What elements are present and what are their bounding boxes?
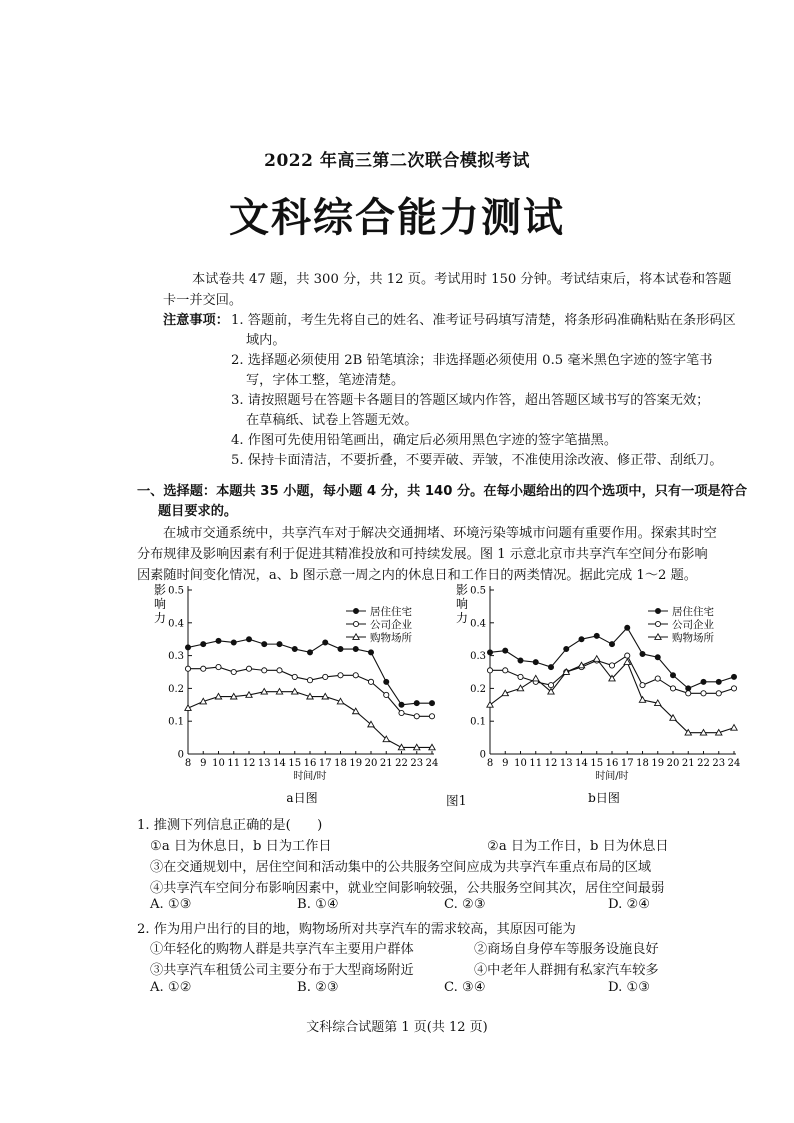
data-point	[533, 675, 539, 681]
x-tick-label: 20	[666, 758, 680, 769]
page-footer: 文科综合试题第 1 页(共 12 页)	[306, 1020, 488, 1035]
data-point	[338, 646, 343, 651]
data-point	[384, 679, 389, 684]
data-point	[686, 691, 691, 696]
x-tick-label: 9	[502, 758, 509, 769]
y-axis-label: 影	[153, 583, 167, 597]
x-tick-label: 21	[681, 758, 695, 769]
y-tick-label: 0.3	[470, 651, 486, 663]
legend-label: 公司企业	[370, 619, 412, 631]
x-tick-label: 14	[575, 758, 588, 769]
data-point	[655, 655, 660, 660]
x-tick-label: 13	[257, 758, 271, 769]
x-tick-label: 13	[559, 758, 573, 769]
x-tick-label: 18	[636, 758, 649, 769]
question-option: ④中老年人群拥有私家汽车较多	[474, 963, 659, 978]
data-point	[533, 660, 538, 665]
question-option: ④共享汽车空间分布影响因素中，就业空间影响较强，公共服务空间其次，居住空间最弱	[150, 881, 665, 896]
answer-choice: C. ②③	[444, 897, 486, 912]
data-point	[701, 691, 706, 696]
x-tick-label: 9	[200, 758, 207, 769]
data-point	[731, 674, 736, 679]
data-point	[277, 668, 282, 673]
passage-line: 分布规律及影响因素有利于促进其精准投放和可持续发展。图 1 示意北京市共享汽车空间分布影响	[137, 547, 708, 562]
data-point	[670, 686, 675, 691]
data-point	[262, 642, 267, 647]
x-tick-label: 15	[590, 758, 604, 769]
legend-label: 居住住宅	[370, 606, 412, 618]
passage-line: 在城市交通系统中，共享汽车对于解决交通拥堵、环境污染等城市问题有重要作用。探索其时空	[163, 526, 717, 541]
chart-title: a日图	[286, 791, 318, 804]
notice-item: 4. 作图可先使用铅笔画出，确定后必须用黑色字迹的签字笔描黑。	[231, 433, 618, 448]
data-point	[399, 710, 404, 715]
question-option: ①年轻化的购物人群是共享汽车主要用户群体	[150, 942, 414, 957]
data-point	[231, 640, 236, 645]
x-tick-label: 14	[273, 758, 286, 769]
data-point	[701, 679, 706, 684]
data-point	[353, 646, 358, 651]
y-axis-label: 响	[153, 597, 167, 611]
question-stem: 1. 推测下列信息正确的是( )	[137, 818, 323, 833]
notice-item: 写，字体工整，笔迹清楚。	[246, 373, 405, 388]
data-point	[655, 608, 660, 613]
y-tick-label: 0.2	[470, 683, 486, 695]
y-axis-label: 响	[455, 597, 469, 611]
x-tick-label: 24	[425, 758, 439, 769]
question-option: ③共享汽车租赁公司主要分布于大型商场附近	[150, 963, 414, 978]
notice-label: 注意事项：	[163, 313, 229, 328]
chart-b-day	[452, 578, 752, 804]
y-tick-label: 0.1	[470, 716, 486, 728]
data-point	[414, 714, 419, 719]
question-option: ②a 日为工作日，b 日为休息日	[487, 839, 669, 854]
data-point	[246, 637, 251, 642]
data-point	[277, 642, 282, 647]
intro-line-2: 卡一并交回。	[163, 293, 243, 308]
answer-choice: A. ①②	[150, 980, 192, 995]
x-axis-label: 时间/时	[595, 771, 629, 782]
x-tick-label: 11	[227, 758, 241, 769]
data-point	[503, 648, 508, 653]
x-tick-label: 18	[334, 758, 347, 769]
data-point	[670, 673, 675, 678]
data-point	[353, 673, 358, 678]
answer-choice: A. ①③	[150, 897, 192, 912]
data-point	[429, 714, 434, 719]
data-point	[640, 651, 645, 656]
data-point	[429, 701, 434, 706]
question-option: ③在交通规划中，居住空间和活动集中的公共服务空间应成为共享汽车重点布局的区域	[150, 860, 652, 875]
data-point	[292, 674, 297, 679]
data-point	[594, 633, 599, 638]
data-point	[246, 666, 251, 671]
data-point	[731, 725, 737, 731]
y-axis-label: 力	[455, 611, 469, 625]
x-tick-label: 16	[303, 758, 317, 769]
x-axis-label: 时间/时	[293, 771, 327, 782]
x-tick-label: 23	[712, 758, 726, 769]
data-point	[414, 701, 419, 706]
data-point	[640, 683, 645, 688]
data-point	[503, 668, 508, 673]
x-tick-label: 21	[379, 758, 393, 769]
question-option: ①a 日为休息日，b 日为工作日	[150, 839, 332, 854]
data-point	[399, 702, 404, 707]
answer-choice: D. ①③	[608, 980, 651, 995]
data-point	[518, 658, 523, 663]
data-point	[353, 708, 359, 714]
x-tick-label: 23	[410, 758, 424, 769]
y-tick-label: 0.4	[168, 618, 184, 630]
y-axis-label: 影	[455, 583, 469, 597]
data-point	[716, 679, 721, 684]
notice-item: 在草稿纸、试卷上答题无效。	[246, 413, 418, 428]
y-tick-label: 0.2	[168, 683, 184, 695]
x-tick-label: 17	[318, 758, 332, 769]
exam-title: 文科综合能力测试	[229, 195, 565, 241]
section-heading-cont: 题目要求的。	[158, 504, 238, 519]
data-point	[487, 668, 492, 673]
data-point	[338, 673, 343, 678]
question-stem: 2. 作为用户出行的目的地，购物场所对共享汽车的需求较高，其原因可能为	[137, 922, 576, 937]
chart-a-day	[150, 578, 450, 804]
data-point	[231, 669, 236, 674]
data-point	[201, 666, 206, 671]
data-point	[323, 640, 328, 645]
y-axis-label: 力	[153, 611, 167, 625]
x-tick-label: 17	[620, 758, 634, 769]
data-point	[216, 638, 221, 643]
data-point	[716, 691, 721, 696]
y-tick-label: 0.5	[168, 585, 184, 597]
data-point	[487, 650, 492, 655]
data-point	[655, 621, 660, 626]
answer-choice: B. ②③	[297, 980, 339, 995]
notice-item: 5. 保持卡面清洁，不要折叠，不要弄破、弄皱，不准使用涂改液、修正带、刮纸刀。	[231, 453, 723, 468]
y-tick-label: 0.3	[168, 651, 184, 663]
x-tick-label: 11	[529, 758, 543, 769]
data-point	[564, 646, 569, 651]
x-tick-label: 12	[544, 758, 558, 769]
data-point	[368, 679, 373, 684]
x-tick-label: 8	[184, 758, 192, 769]
x-tick-label: 10	[514, 758, 527, 769]
series-line	[188, 667, 432, 716]
notice-item: 2. 选择题必须使用 2B 铅笔填涂；非选择题必须使用 0.5 毫米黑色字迹的签字笔书	[231, 353, 713, 368]
legend-label: 购物场所	[672, 632, 714, 644]
notice-item: 3. 请按照题号在答题卡各题目的答题区域内作答，超出答题区域书写的答案无效；	[231, 393, 710, 408]
x-tick-label: 15	[288, 758, 302, 769]
notice-item: 域内。	[246, 333, 286, 348]
x-tick-label: 16	[605, 758, 619, 769]
data-point	[639, 697, 645, 703]
x-tick-label: 22	[395, 758, 408, 769]
x-tick-label: 8	[486, 758, 494, 769]
data-point	[517, 685, 523, 691]
data-point	[609, 642, 614, 647]
section-heading: 一、选择题：本题共 35 小题，每小题 4 分，共 140 分。在每小题给出的四个选项中，只有一项是符合	[137, 484, 748, 499]
x-tick-label: 22	[697, 758, 710, 769]
x-tick-label: 19	[349, 758, 363, 769]
intro-line-1: 本试卷共 47 题，共 300 分，共 12 页。考试用时 150 分钟。考试结束后，将本试卷和答题	[192, 272, 732, 287]
data-point	[609, 663, 614, 668]
answer-choice: B. ①④	[297, 897, 339, 912]
data-point	[307, 678, 312, 683]
data-point	[518, 674, 523, 679]
x-tick-label: 24	[727, 758, 741, 769]
y-tick-label: 0	[479, 749, 486, 761]
notice-item: 1. 答题前，考生先将自己的姓名、准考证号码填写清楚，将条形码准确粘贴在条形码区	[231, 313, 736, 328]
series-line	[188, 692, 432, 748]
answer-choice: C. ③④	[444, 980, 486, 995]
data-point	[548, 683, 553, 688]
y-tick-label: 0	[177, 749, 184, 761]
data-point	[292, 646, 297, 651]
data-point	[625, 653, 630, 658]
series-line	[490, 659, 734, 733]
x-tick-label: 19	[651, 758, 665, 769]
data-point	[384, 692, 389, 697]
data-point	[353, 608, 358, 613]
answer-choice: D. ②④	[608, 897, 651, 912]
data-point	[368, 650, 373, 655]
x-tick-label: 12	[242, 758, 256, 769]
chart-title: b日图	[588, 791, 620, 804]
y-tick-label: 0.4	[470, 618, 486, 630]
y-tick-label: 0.1	[168, 716, 184, 728]
data-point	[201, 642, 206, 647]
y-tick-label: 0.5	[470, 585, 486, 597]
legend-label: 购物场所	[370, 632, 412, 644]
figure-label: 图1	[446, 793, 467, 808]
question-option: ②商场自身停车等服务设施良好	[474, 942, 659, 957]
data-point	[185, 645, 190, 650]
data-point	[185, 666, 190, 671]
legend-label: 公司企业	[672, 619, 714, 631]
legend-label: 居住住宅	[672, 606, 714, 618]
x-tick-label: 10	[212, 758, 225, 769]
data-point	[686, 686, 691, 691]
data-point	[323, 674, 328, 679]
data-point	[548, 664, 553, 669]
data-point	[731, 686, 736, 691]
data-point	[307, 650, 312, 655]
data-point	[353, 621, 358, 626]
data-point	[216, 664, 221, 669]
data-point	[262, 668, 267, 673]
data-point	[625, 625, 630, 630]
exam-subtitle: 2022 年高三第二次联合模拟考试	[264, 151, 530, 171]
x-tick-label: 20	[364, 758, 378, 769]
data-point	[655, 676, 660, 681]
data-point	[579, 637, 584, 642]
passage-line: 因素随时间变化情况，a、b 图示意一周之内的休息日和工作日的两类情况。据此完成 1～2 题。	[137, 568, 697, 583]
